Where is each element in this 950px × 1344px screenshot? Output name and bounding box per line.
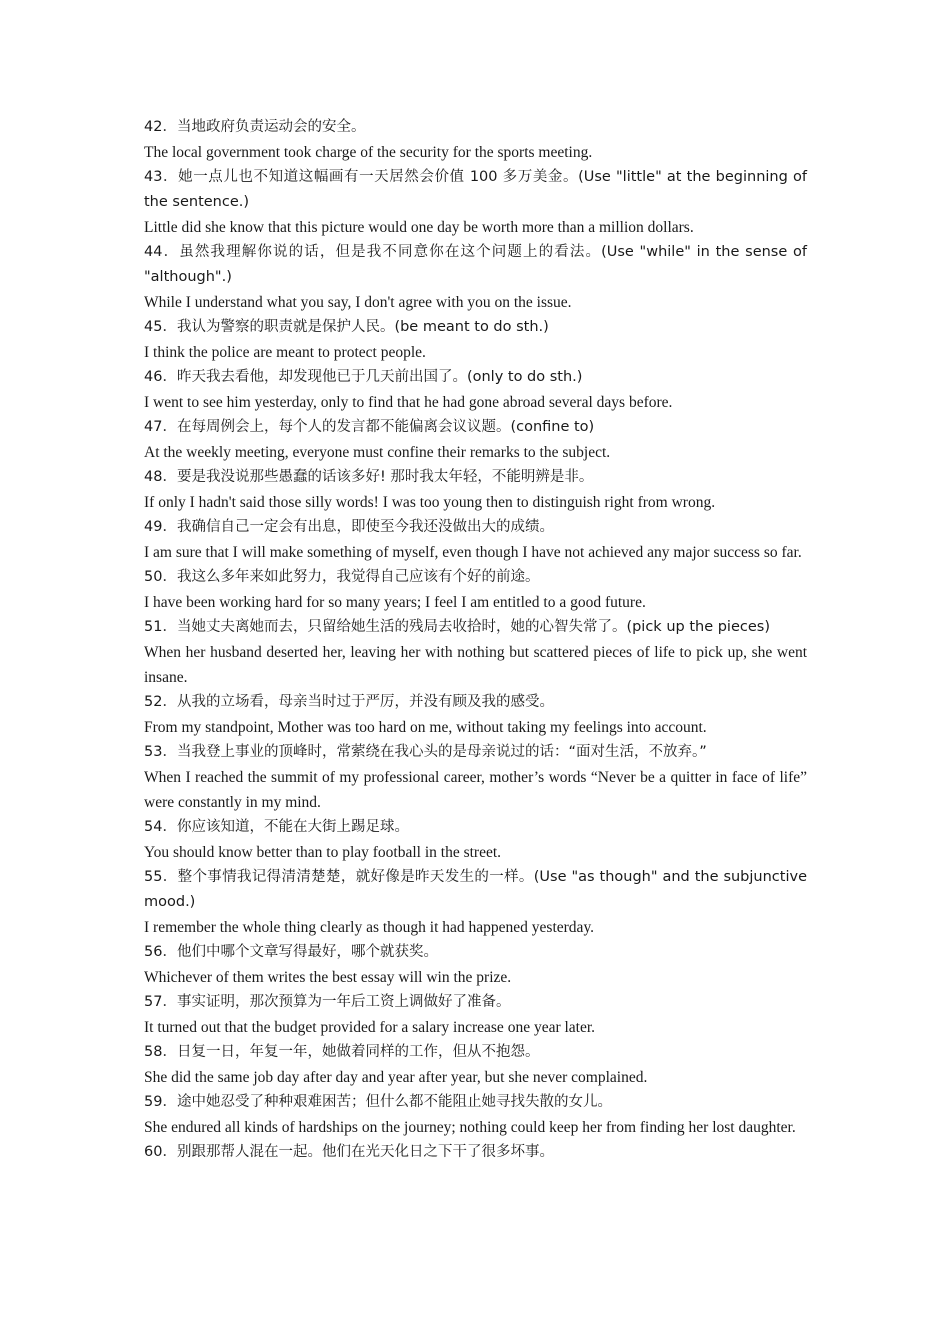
english-translation: While I understand what you say, I don't agree with you on the issue. [144, 294, 572, 311]
chinese-sentence: 44．虽然我理解你说的话，但是我不同意你在这个问题上的看法。(Use "while" in the sense of "although".) [144, 244, 807, 285]
chinese-sentence: 55．整个事情我记得清清楚楚，就好像是昨天发生的一样。(Use "as though" and the subjunctive mood.) [144, 869, 807, 910]
exercise-item-56 [144, 940, 807, 990]
english-translation: If only I hadn't said those silly words! I was too young then to distinguish right from wrong. [144, 494, 716, 511]
exercise-item-58 [144, 1040, 807, 1090]
chinese-sentence: 49．我确信自己一定会有出息，即使至今我还没做出大的成绩。 [144, 519, 554, 535]
exercise-item-59 [144, 1090, 807, 1140]
chinese-sentence: 52．从我的立场看，母亲当时过于严厉，并没有顾及我的感受。 [144, 694, 554, 710]
exercise-item-47 [144, 415, 807, 465]
english-translation: I have been working hard for so many years; I feel I am entitled to a good future. [144, 594, 646, 611]
exercise-item-54 [144, 815, 807, 865]
chinese-sentence: 45．我认为警察的职责就是保护人民。(be meant to do sth.) [144, 319, 549, 335]
exercise-item-45 [144, 315, 807, 365]
chinese-sentence: 48．要是我没说那些愚蠢的话该多好! 那时我太年轻，不能明辨是非。 [144, 469, 594, 485]
exercise-item-53 [144, 740, 807, 815]
chinese-sentence: 47．在每周例会上，每个人的发言都不能偏离会议议题。(confine to) [144, 419, 595, 435]
english-translation: When her husband deserted her, leaving her with nothing but scattered pieces of life to pick up, she went insane. [144, 644, 807, 686]
exercise-item-52 [144, 690, 807, 740]
english-translation: At the weekly meeting, everyone must confine their remarks to the subject. [144, 444, 611, 461]
chinese-sentence: 42．当地政府负责运动会的安全。 [144, 119, 366, 135]
chinese-sentence: 59．途中她忍受了种种艰难困苦；但什么都不能阻止她寻找失散的女儿。 [144, 1094, 612, 1110]
exercise-item-60 [144, 1140, 807, 1165]
exercise-item-44 [144, 240, 807, 315]
exercise-item-55 [144, 865, 807, 940]
english-translation: It turned out that the budget provided for a salary increase one year later. [144, 1019, 596, 1036]
exercise-item-43 [144, 165, 807, 240]
exercise-item-46 [144, 365, 807, 415]
chinese-sentence: 51．当她丈夫离她而去，只留给她生活的残局去收拾时，她的心智失常了。(pick up the pieces) [144, 619, 770, 635]
exercise-item-42 [144, 115, 807, 165]
english-translation: I went to see him yesterday, only to find that he had gone abroad several days before. [144, 394, 673, 411]
english-translation: She endured all kinds of hardships on the journey; nothing could keep her from finding her lost daughter. [144, 1119, 796, 1136]
exercise-item-51 [144, 615, 807, 690]
chinese-sentence: 46．昨天我去看他，却发现他已于几天前出国了。(only to do sth.) [144, 369, 583, 385]
chinese-sentence: 58．日复一日，年复一年，她做着同样的工作，但从不抱怨。 [144, 1044, 540, 1060]
translation-exercise-list [144, 115, 807, 1165]
english-translation: I think the police are meant to protect people. [144, 344, 426, 361]
english-translation: She did the same job day after day and year after year, but she never complained. [144, 1069, 648, 1086]
chinese-sentence: 57．事实证明，那次预算为一年后工资上调做好了准备。 [144, 994, 511, 1010]
chinese-sentence: 60．别跟那帮人混在一起。他们在光天化日之下干了很多坏事。 [144, 1144, 554, 1160]
chinese-sentence: 50．我这么多年来如此努力，我觉得自己应该有个好的前途。 [144, 569, 540, 585]
english-translation: Little did she know that this picture would one day be worth more than a million dollars. [144, 219, 694, 236]
english-translation: The local government took charge of the security for the sports meeting. [144, 144, 593, 161]
english-translation: Whichever of them writes the best essay will win the prize. [144, 969, 512, 986]
english-translation: You should know better than to play football in the street. [144, 844, 502, 861]
exercise-item-49 [144, 515, 807, 565]
english-translation: I remember the whole thing clearly as though it had happened yesterday. [144, 919, 595, 936]
english-translation: When I reached the summit of my professional career, mother’s words “Never be a quitter in face of life” were constantly in my mind. [144, 769, 807, 811]
english-translation: From my standpoint, Mother was too hard on me, without taking my feelings into account. [144, 719, 707, 736]
chinese-sentence: 43．她一点儿也不知道这幅画有一天居然会价值 100 多万美金。(Use "little" at the beginning of the sentence.) [144, 169, 807, 210]
chinese-sentence: 53．当我登上事业的顶峰时，常萦绕在我心头的是母亲说过的话：“面对生活，不放弃。” [144, 744, 707, 760]
chinese-sentence: 54．你应该知道，不能在大街上踢足球。 [144, 819, 409, 835]
chinese-sentence: 56．他们中哪个文章写得最好，哪个就获奖。 [144, 944, 438, 960]
exercise-item-57 [144, 990, 807, 1040]
exercise-item-50 [144, 565, 807, 615]
exercise-item-48 [144, 465, 807, 515]
english-translation: I am sure that I will make something of myself, even though I have not achieved any major success so far. [144, 544, 802, 561]
